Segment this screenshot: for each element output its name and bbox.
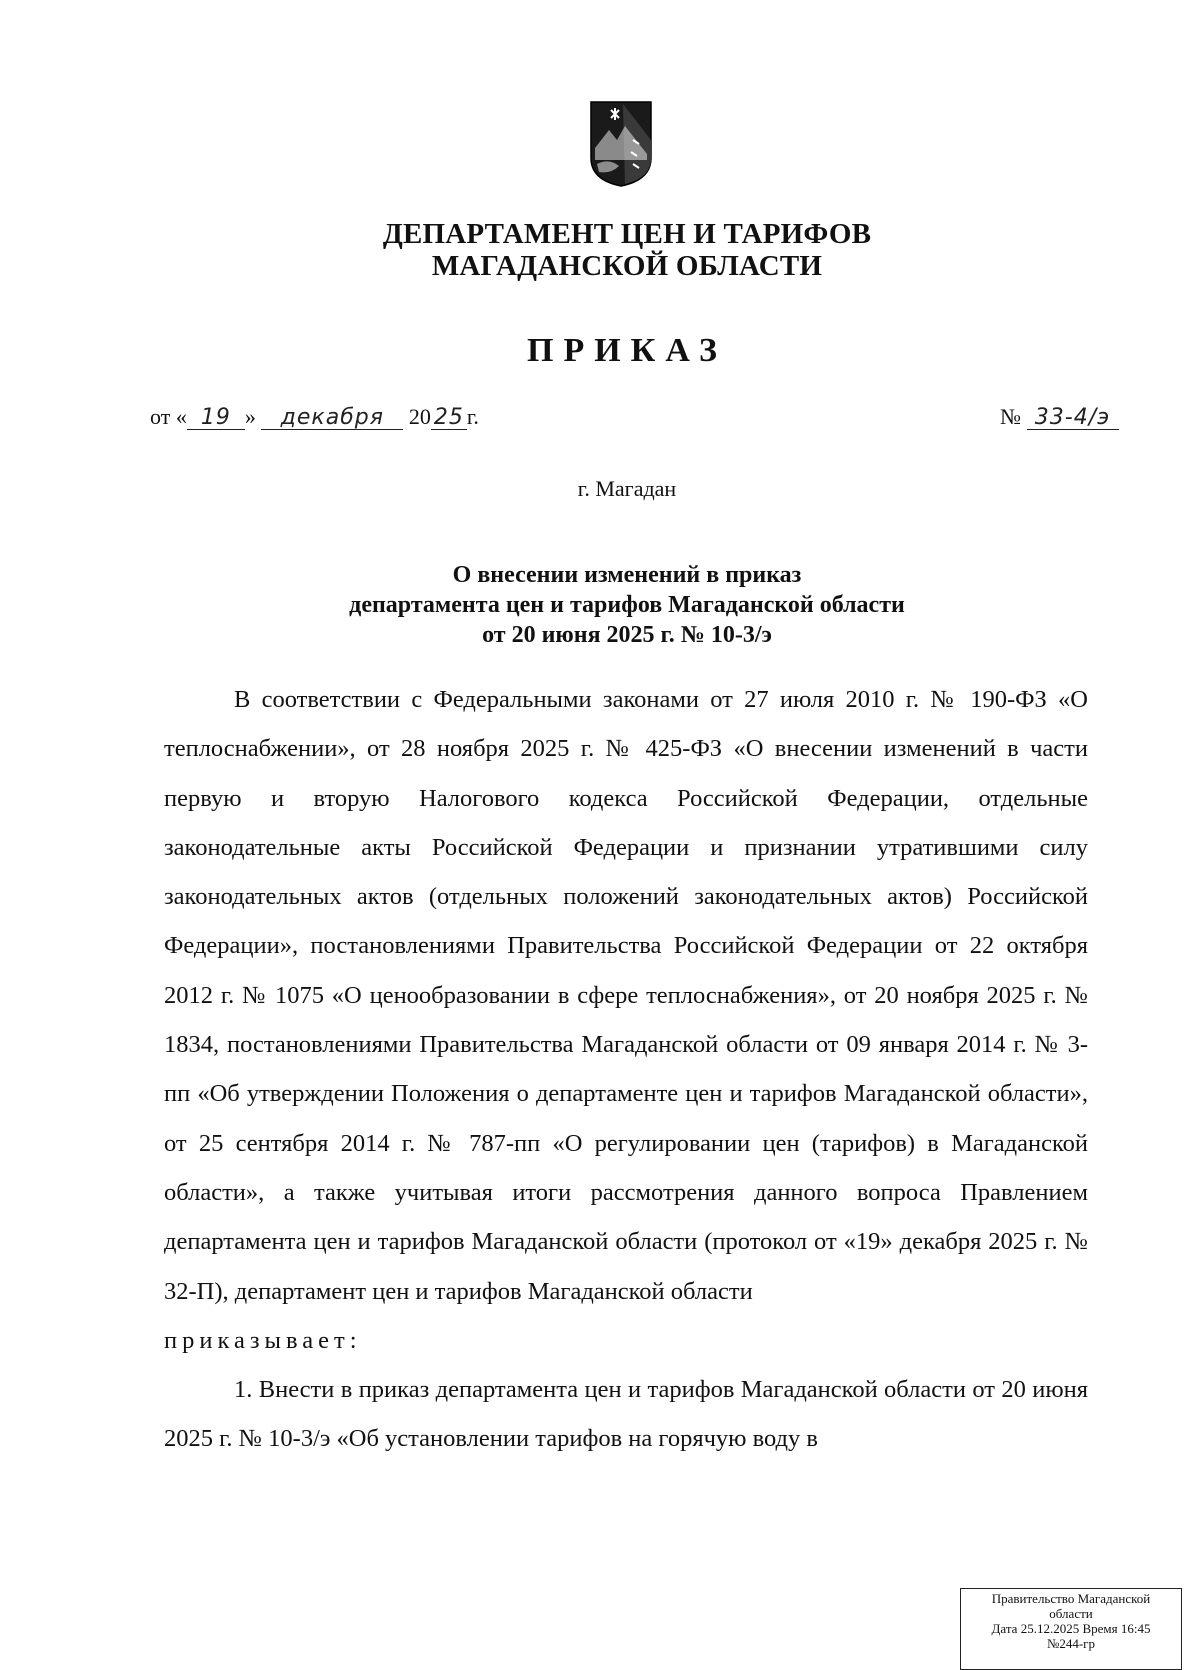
preamble-paragraph: В соответствии с Федеральными законами от 27 июля 2010 г. № 190-ФЗ «О теплоснабжении», от 28 ноября 2025 г. № 425-ФЗ «О внесении изменений в части первую и вторую Налогового кодекса Российской Федерации, отдельные законодательные акты Российской Федерации и признании утратившими силу законодательных актов (отдельных положений законодательных актов) Российской Федерации», постановлениями Правительства Российской Федерации от 22 октября 2012 г. № 1075 «О ценообразовании в сфере теплоснабжения», от 20 ноября 2025 г. № 1834, постановлениями Правительства Магаданской области от 09 января 2014 г. № 3-пп «Об утверждении Положения о департаменте цен и тарифов Магаданской области», от 25 сентября 2014 г. № 787-пп «О регулировании цен (тарифов) в Магаданской области», а также учитывая итоги рассмотрения данного вопроса Правлением департамента цен и тарифов Магаданской области (протокол от «19» декабря 2025 г. № 32-П), департамент цен и тарифов Магаданской области bbox=[164, 686, 1088, 1305]
date-day: 19 bbox=[200, 405, 231, 430]
date-year-prefix: 20 bbox=[408, 404, 431, 429]
clause-1-paragraph: 1. Внести в приказ департамента цен и тарифов Магаданской области от 20 июня 2025 г. № 10-3/э «Об установлении тарифов на горячую воду в bbox=[164, 1376, 1088, 1453]
subject-line3: от 20 июня 2025 г. № 10-3/э bbox=[482, 622, 772, 648]
department-name-line1: ДЕПАРТАМЕНТ ЦЕН И ТАРИФОВ bbox=[382, 218, 872, 250]
date-year-field bbox=[431, 406, 467, 430]
subject-line2: департамента цен и тарифов Магаданской области bbox=[349, 592, 905, 618]
city: г. Магадан bbox=[577, 476, 677, 501]
order-number bbox=[1000, 404, 1119, 430]
body-content bbox=[164, 675, 1088, 1464]
department-name-line2: МАГАДАНСКОЙ ОБЛАСТИ bbox=[431, 250, 823, 282]
number-prefix: № bbox=[1000, 404, 1021, 429]
date-year: 25 bbox=[433, 405, 464, 430]
coat-of-arms-icon bbox=[589, 100, 653, 188]
document-type-title: ПРИКАЗ bbox=[527, 332, 727, 369]
date-month: декабря bbox=[280, 405, 384, 430]
date-month-field bbox=[261, 406, 403, 430]
date-day-field bbox=[187, 406, 245, 430]
registration-stamp bbox=[960, 1588, 1182, 1670]
subject-line1: О внесении изменений в приказ bbox=[452, 562, 802, 588]
number-field bbox=[1027, 406, 1119, 430]
stamp-line2: области bbox=[1049, 1606, 1093, 1621]
date-separator: » bbox=[244, 404, 256, 429]
stamp-line1: Правительство Магаданской bbox=[991, 1591, 1151, 1606]
date-prefix: от « bbox=[150, 404, 187, 429]
order-date bbox=[150, 404, 479, 430]
decree-word: приказывает: bbox=[164, 1326, 362, 1354]
number-value: 33-4/э bbox=[1034, 405, 1111, 430]
stamp-line3: Дата 25.12.2025 Время 16:45 bbox=[991, 1621, 1151, 1636]
stamp-line4: №244-гр bbox=[1046, 1636, 1096, 1651]
date-suffix: г. bbox=[466, 404, 479, 429]
